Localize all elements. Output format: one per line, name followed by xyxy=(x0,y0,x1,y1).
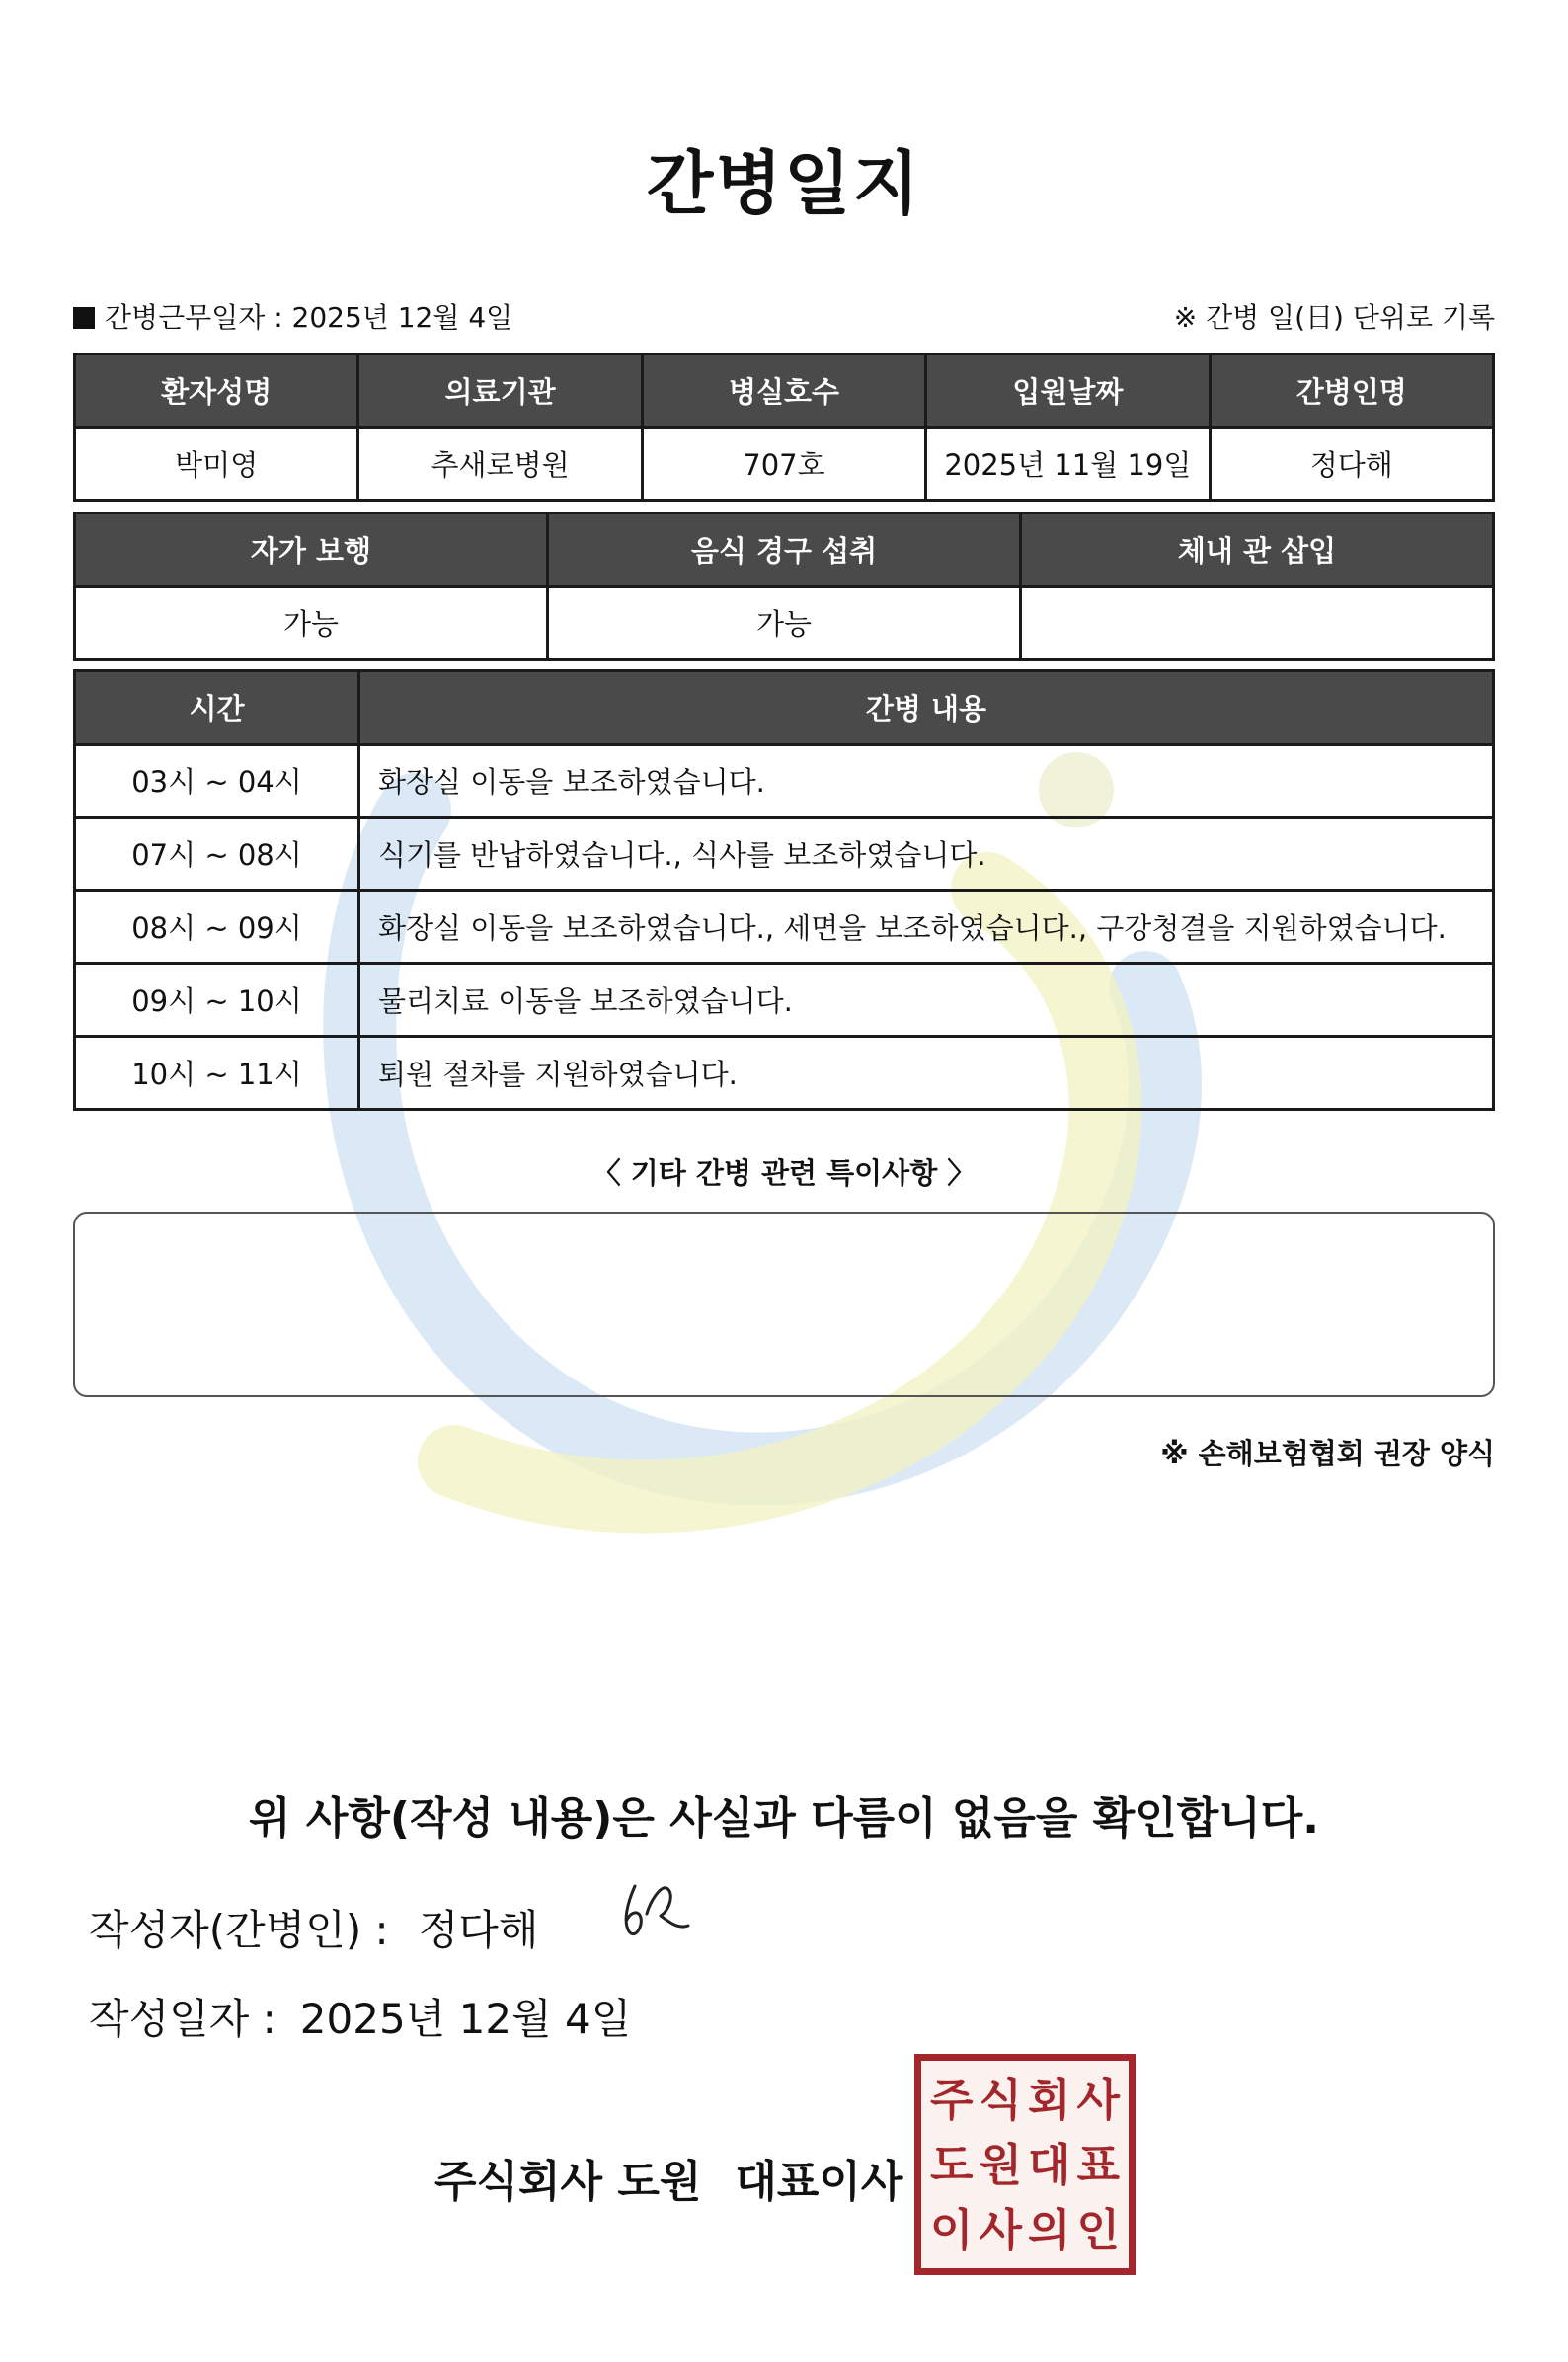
log-time: 07시 ~ 08시 xyxy=(75,818,359,891)
header-tube-insertion: 체내 관 삽입 xyxy=(1021,513,1494,587)
tube-insertion-value xyxy=(1021,587,1494,660)
header-care-content: 간병 내용 xyxy=(359,671,1494,745)
company-seal xyxy=(914,2054,1136,2275)
representative-title: 대표이사 xyxy=(735,2157,903,2207)
table-row xyxy=(75,818,1494,891)
log-time: 09시 ~ 10시 xyxy=(75,964,359,1037)
seal-char: 사 xyxy=(1076,2073,1120,2126)
table-header-row xyxy=(75,671,1494,745)
seal-char: 인 xyxy=(1076,2203,1120,2256)
hospital-name: 추새로병원 xyxy=(358,428,642,501)
patient-info-table xyxy=(73,353,1495,502)
table-row xyxy=(75,964,1494,1037)
log-content: 퇴원 절차를 지원하였습니다. xyxy=(359,1037,1494,1110)
signature-icon xyxy=(617,1874,696,1953)
patient-name: 박미영 xyxy=(75,428,358,501)
seal-char: 사 xyxy=(979,2203,1022,2256)
care-log-table xyxy=(73,669,1495,1111)
log-time: 03시 ~ 04시 xyxy=(75,745,359,818)
work-date-label: 간병근무일자 : xyxy=(105,301,283,334)
square-bullet-icon xyxy=(73,307,95,329)
table-row xyxy=(75,891,1494,964)
company-line xyxy=(434,2146,902,2209)
write-date-value: 2025년 12월 4일 xyxy=(299,1995,632,2043)
table-row xyxy=(75,587,1494,660)
table-header-row xyxy=(75,354,1494,428)
caregiver-name: 정다해 xyxy=(1210,428,1493,501)
writer-name: 정다해 xyxy=(418,1906,539,1954)
seal-char: 도 xyxy=(930,2138,974,2191)
seal-char: 대 xyxy=(1028,2138,1071,2191)
write-date-label: 작성일자 : xyxy=(89,1995,276,2043)
seal-char: 의 xyxy=(1028,2203,1071,2256)
seal-char: 주 xyxy=(930,2073,974,2126)
record-unit-note: ※ 간병 일(日) 단위로 기록 xyxy=(1173,301,1495,334)
seal-char: 원 xyxy=(979,2138,1022,2191)
table-row xyxy=(75,428,1494,501)
room-number: 707호 xyxy=(642,428,925,501)
header-oral-intake: 음식 경구 섭취 xyxy=(548,513,1021,587)
header-caregiver-name: 간병인명 xyxy=(1210,354,1493,428)
header-time: 시간 xyxy=(75,671,359,745)
log-content: 화장실 이동을 보조하였습니다., 세면을 보조하였습니다., 구강청결을 지원하였습니다. xyxy=(359,891,1494,964)
write-date-line xyxy=(89,1987,631,2046)
header-room-number: 병실호수 xyxy=(642,354,925,428)
oral-intake-value: 가능 xyxy=(548,587,1021,660)
seal-char: 표 xyxy=(1076,2138,1120,2191)
log-content: 물리치료 이동을 보조하였습니다. xyxy=(359,964,1494,1037)
self-walking-value: 가능 xyxy=(75,587,548,660)
log-time: 10시 ~ 11시 xyxy=(75,1037,359,1110)
writer-line xyxy=(89,1898,538,1957)
work-date-value: 2025년 12월 4일 xyxy=(291,301,513,334)
seal-characters xyxy=(927,2067,1123,2262)
seal-char: 회 xyxy=(1028,2073,1071,2126)
seal-char: 식 xyxy=(979,2073,1022,2126)
work-date xyxy=(73,296,512,336)
company-name: 주식회사 도원 xyxy=(434,2157,702,2207)
header-self-walking: 자가 보행 xyxy=(75,513,548,587)
admission-date: 2025년 11월 19일 xyxy=(926,428,1210,501)
writer-label: 작성자(간병인) : xyxy=(89,1906,389,1954)
log-content: 식기를 반납하였습니다., 식사를 보조하였습니다. xyxy=(359,818,1494,891)
header-hospital: 의료기관 xyxy=(358,354,642,428)
form-source-note: ※ 손해보험협회 권장 양식 xyxy=(1160,1437,1495,1470)
header-admission-date: 입원날짜 xyxy=(926,354,1210,428)
patient-status-table xyxy=(73,512,1495,661)
log-content: 화장실 이동을 보조하였습니다. xyxy=(359,745,1494,818)
document-title: 간병일지 xyxy=(646,143,922,224)
table-row xyxy=(75,1037,1494,1110)
header-patient-name: 환자성명 xyxy=(75,354,358,428)
table-row xyxy=(75,745,1494,818)
remarks-title: 〈 기타 간병 관련 특이사항 〉 xyxy=(591,1156,977,1190)
log-time: 08시 ~ 09시 xyxy=(75,891,359,964)
remarks-box xyxy=(73,1212,1495,1397)
table-header-row xyxy=(75,513,1494,587)
confirmation-statement: 위 사항(작성 내용)은 사실과 다름이 없음을 확인합니다. xyxy=(249,1793,1319,1844)
seal-char: 이 xyxy=(930,2203,974,2256)
